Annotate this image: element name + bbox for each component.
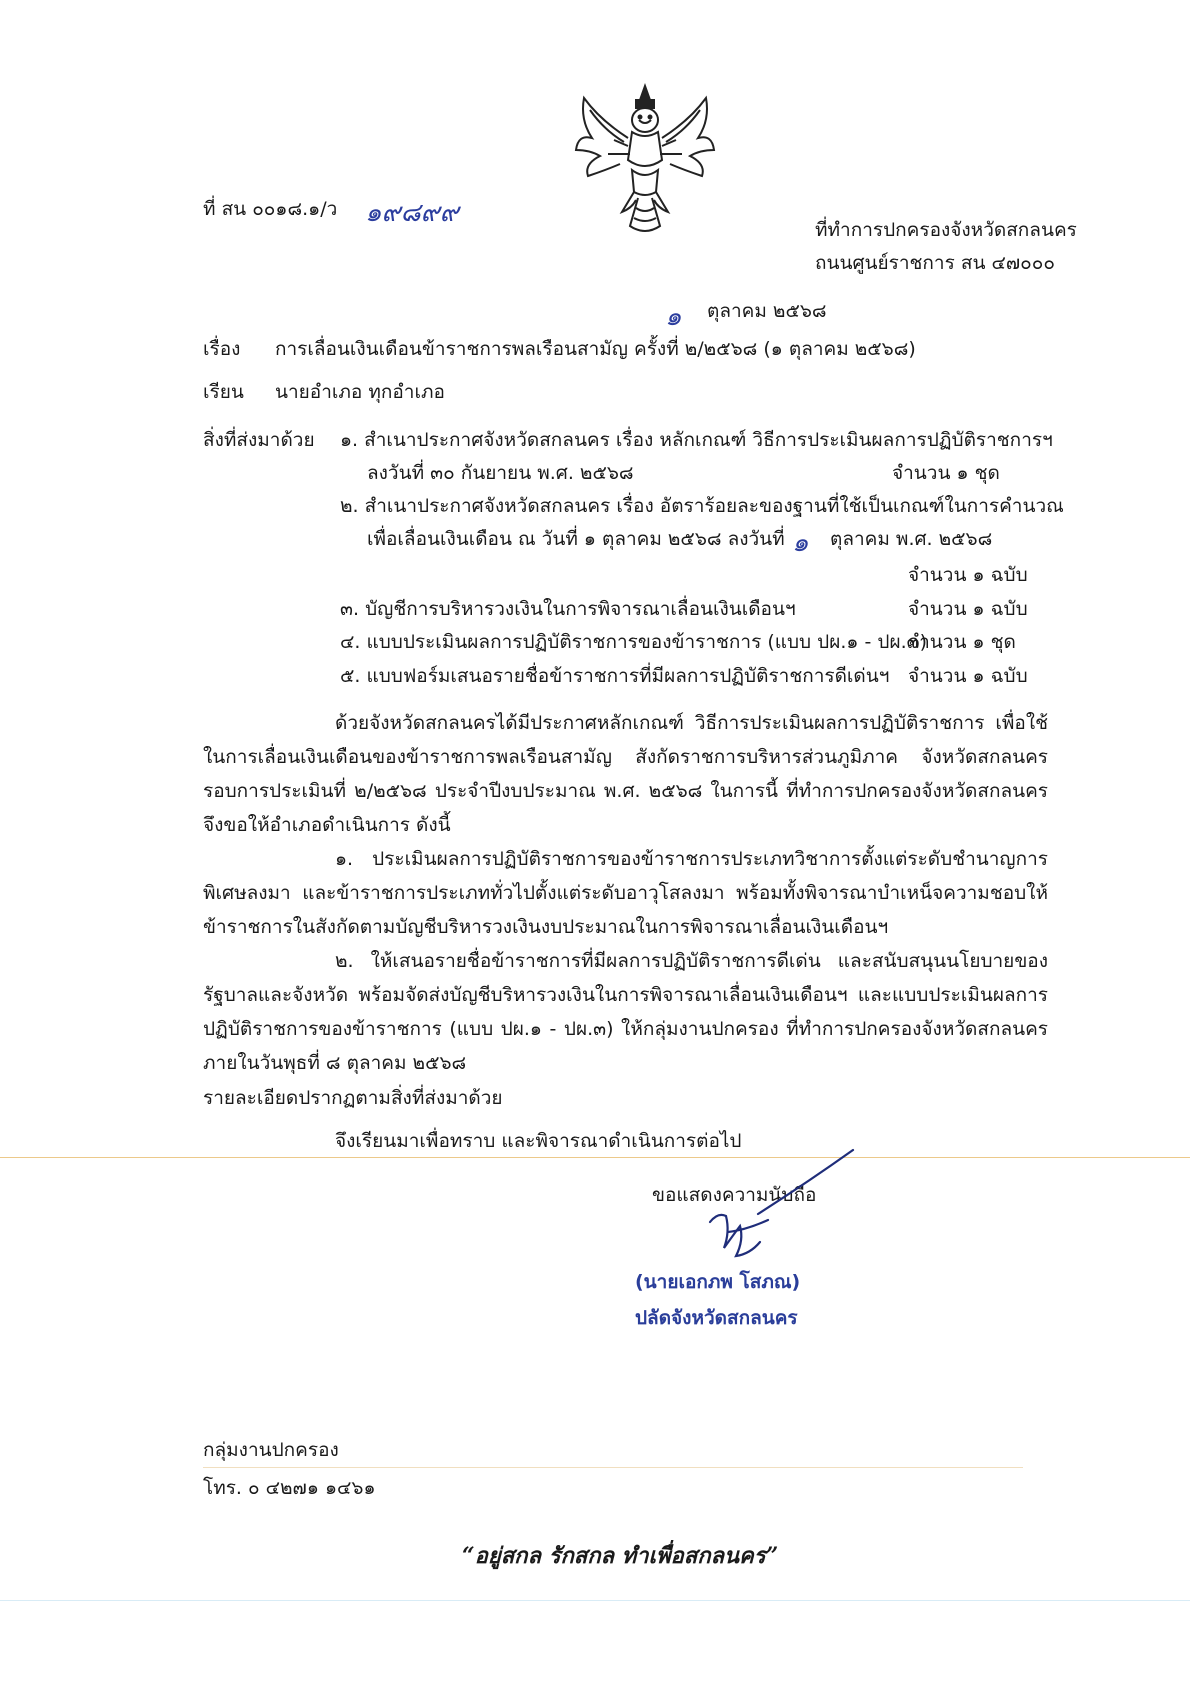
enclosure-item-2-line1: ๒. สำเนาประกาศจังหวัดสกลนคร เรื่อง อัตราร้อยละของฐานที่ใช้เป็นเกณฑ์ในการคำนวณ — [340, 495, 1064, 517]
enclosure-item-3-quantity: จำนวน ๑ ฉบับ — [908, 598, 1028, 620]
reference-prefix: ที่ สน ๐๐๑๘.๑/ว — [203, 198, 338, 220]
body-paragraph-1-text: ด้วยจังหวัดสกลนครได้มีประกาศหลักเกณฑ์ วิธีการประเมินผลการปฏิบัติราชการ เพื่อใช้ในการเลื่อนเงินเดือนของข้าราชการพลเรือนสามัญ สังกัดราชการบริหารส่วนภูมิภาค จังหวัดสกลนคร รอบการประเมินที่ ๒/๒๕๖๘ ประจำปีงบประมาณ พ.ศ. ๒๕๖๘ ในการนี้ ที่ทำการปกครองจังหวัดสกลนคร จึงขอให้อำเภอดำเนินการ ดังนี้ — [203, 712, 1048, 836]
body-paragraph-2 — [203, 842, 1048, 944]
body-paragraph-3-text: ๒. ให้เสนอรายชื่อข้าราชการที่มีผลการปฏิบัติราชการดีเด่น และสนับสนุนนโยบายของรัฐบาลและจังหวัด พร้อมจัดส่งบัญชีบริหารวงเงินในการพิจารณาเลื่อนเงินเดือนฯ และแบบประเมินผลการปฏิบัติราชการของข้าราชการ (แบบ ปผ.๑ - ปผ.๓) ให้กลุ่มงานปกครอง ที่ทำการปกครองจังหวัดสกลนคร ภายในวันพุธที่ ๘ ตุลาคม ๒๕๖๘ — [203, 950, 1048, 1074]
addressee-text: นายอำเภอ ทุกอำเภอ — [275, 381, 445, 403]
signatory-position: ปลัดจังหวัดสกลนคร — [635, 1307, 798, 1329]
enclosure-item-5-quantity: จำนวน ๑ ฉบับ — [908, 665, 1028, 687]
closing-line: จึงเรียนมาเพื่อทราบ และพิจารณาดำเนินการต่อไป — [335, 1130, 742, 1152]
date-day-handwritten: ๑ — [665, 302, 682, 332]
enclosure-item-4-quantity: จำนวน ๑ ชุด — [908, 631, 1016, 653]
enclosure-item-2-day-handwritten: ๑ — [792, 528, 809, 558]
reference-number-handwritten: ๑๙๘๙๙ — [365, 198, 459, 228]
footer-motto: “อยู่สกล รักสกล ทำเพื่อสกลนคร” — [462, 1543, 779, 1569]
enclosure-item-5: ๕. แบบฟอร์มเสนอรายชื่อข้าราชการที่มีผลการปฏิบัติราชการดีเด่นฯ — [340, 665, 890, 687]
details-line: รายละเอียดปรากฏตามสิ่งที่ส่งมาด้วย — [203, 1087, 503, 1109]
subject-text: การเลื่อนเงินเดือนข้าราชการพลเรือนสามัญ ครั้งที่ ๒/๒๕๖๘ (๑ ตุลาคม ๒๕๖๘) — [275, 338, 916, 360]
enclosures-label: สิ่งที่ส่งมาด้วย — [203, 429, 315, 451]
enclosure-item-1-line1: ๑. สำเนาประกาศจังหวัดสกลนคร เรื่อง หลักเกณฑ์ วิธีการประเมินผลการปฏิบัติราชการฯ — [340, 429, 1053, 451]
enclosure-item-1-quantity: จำนวน ๑ ชุด — [892, 462, 1000, 484]
addressee-label: เรียน — [203, 381, 244, 403]
bottom-edge-line — [0, 1600, 1190, 1601]
body-paragraph-3 — [203, 944, 1048, 1080]
enclosure-item-3: ๓. บัญชีการบริหารวงเงินในการพิจารณาเลื่อนเงินเดือนฯ — [340, 598, 796, 620]
garuda-emblem-icon — [570, 80, 720, 238]
document-date: ตุลาคม ๒๕๖๘ — [707, 300, 827, 322]
body-paragraph-1 — [203, 706, 1048, 842]
enclosure-item-1-line2: ลงวันที่ ๓๐ กันยายน พ.ศ. ๒๕๖๘ — [367, 462, 634, 484]
office-address-line2: ถนนศูนย์ราชการ สน ๔๗๐๐๐ — [815, 252, 1055, 274]
footer-department: กลุ่มงานปกครอง — [203, 1439, 339, 1461]
footer-phone: โทร. ๐ ๔๒๗๑ ๑๔๖๑ — [203, 1477, 376, 1499]
handwritten-signature — [688, 1142, 868, 1272]
body-paragraph-2-text: ๑. ประเมินผลการปฏิบัติราชการของข้าราชการประเภทวิชาการตั้งแต่ระดับชำนาญการพิเศษลงมา และข้าราชการประเภททั่วไปตั้งแต่ระดับอาวุโสลงมา พร้อมทั้งพิจารณาบำเหน็จความชอบให้ข้าราชการในสังกัดตามบัญชีบริหารวงเงินงบประมาณในการพิจารณาเลื่อนเงินเดือนฯ — [203, 848, 1048, 938]
footer-fold-line — [203, 1467, 1023, 1468]
enclosure-item-2-quantity: จำนวน ๑ ฉบับ — [908, 564, 1028, 586]
signatory-name: (นายเอกภพ โสภณ) — [635, 1271, 801, 1293]
regards-text: ขอแสดงความนับถือ — [652, 1184, 817, 1206]
office-address-line1: ที่ทำการปกครองจังหวัดสกลนคร — [815, 219, 1077, 241]
subject-label: เรื่อง — [203, 338, 241, 360]
enclosure-item-4: ๔. แบบประเมินผลการปฏิบัติราชการของข้าราชการ (แบบ ปผ.๑ - ปผ.๓) — [340, 631, 928, 653]
enclosure-item-2-date: ตุลาคม พ.ศ. ๒๕๖๘ — [830, 528, 993, 550]
enclosure-item-2-line2: เพื่อเลื่อนเงินเดือน ณ วันที่ ๑ ตุลาคม ๒๕๖๘ ลงวันที่ — [367, 528, 785, 550]
fold-line — [0, 1157, 1190, 1158]
